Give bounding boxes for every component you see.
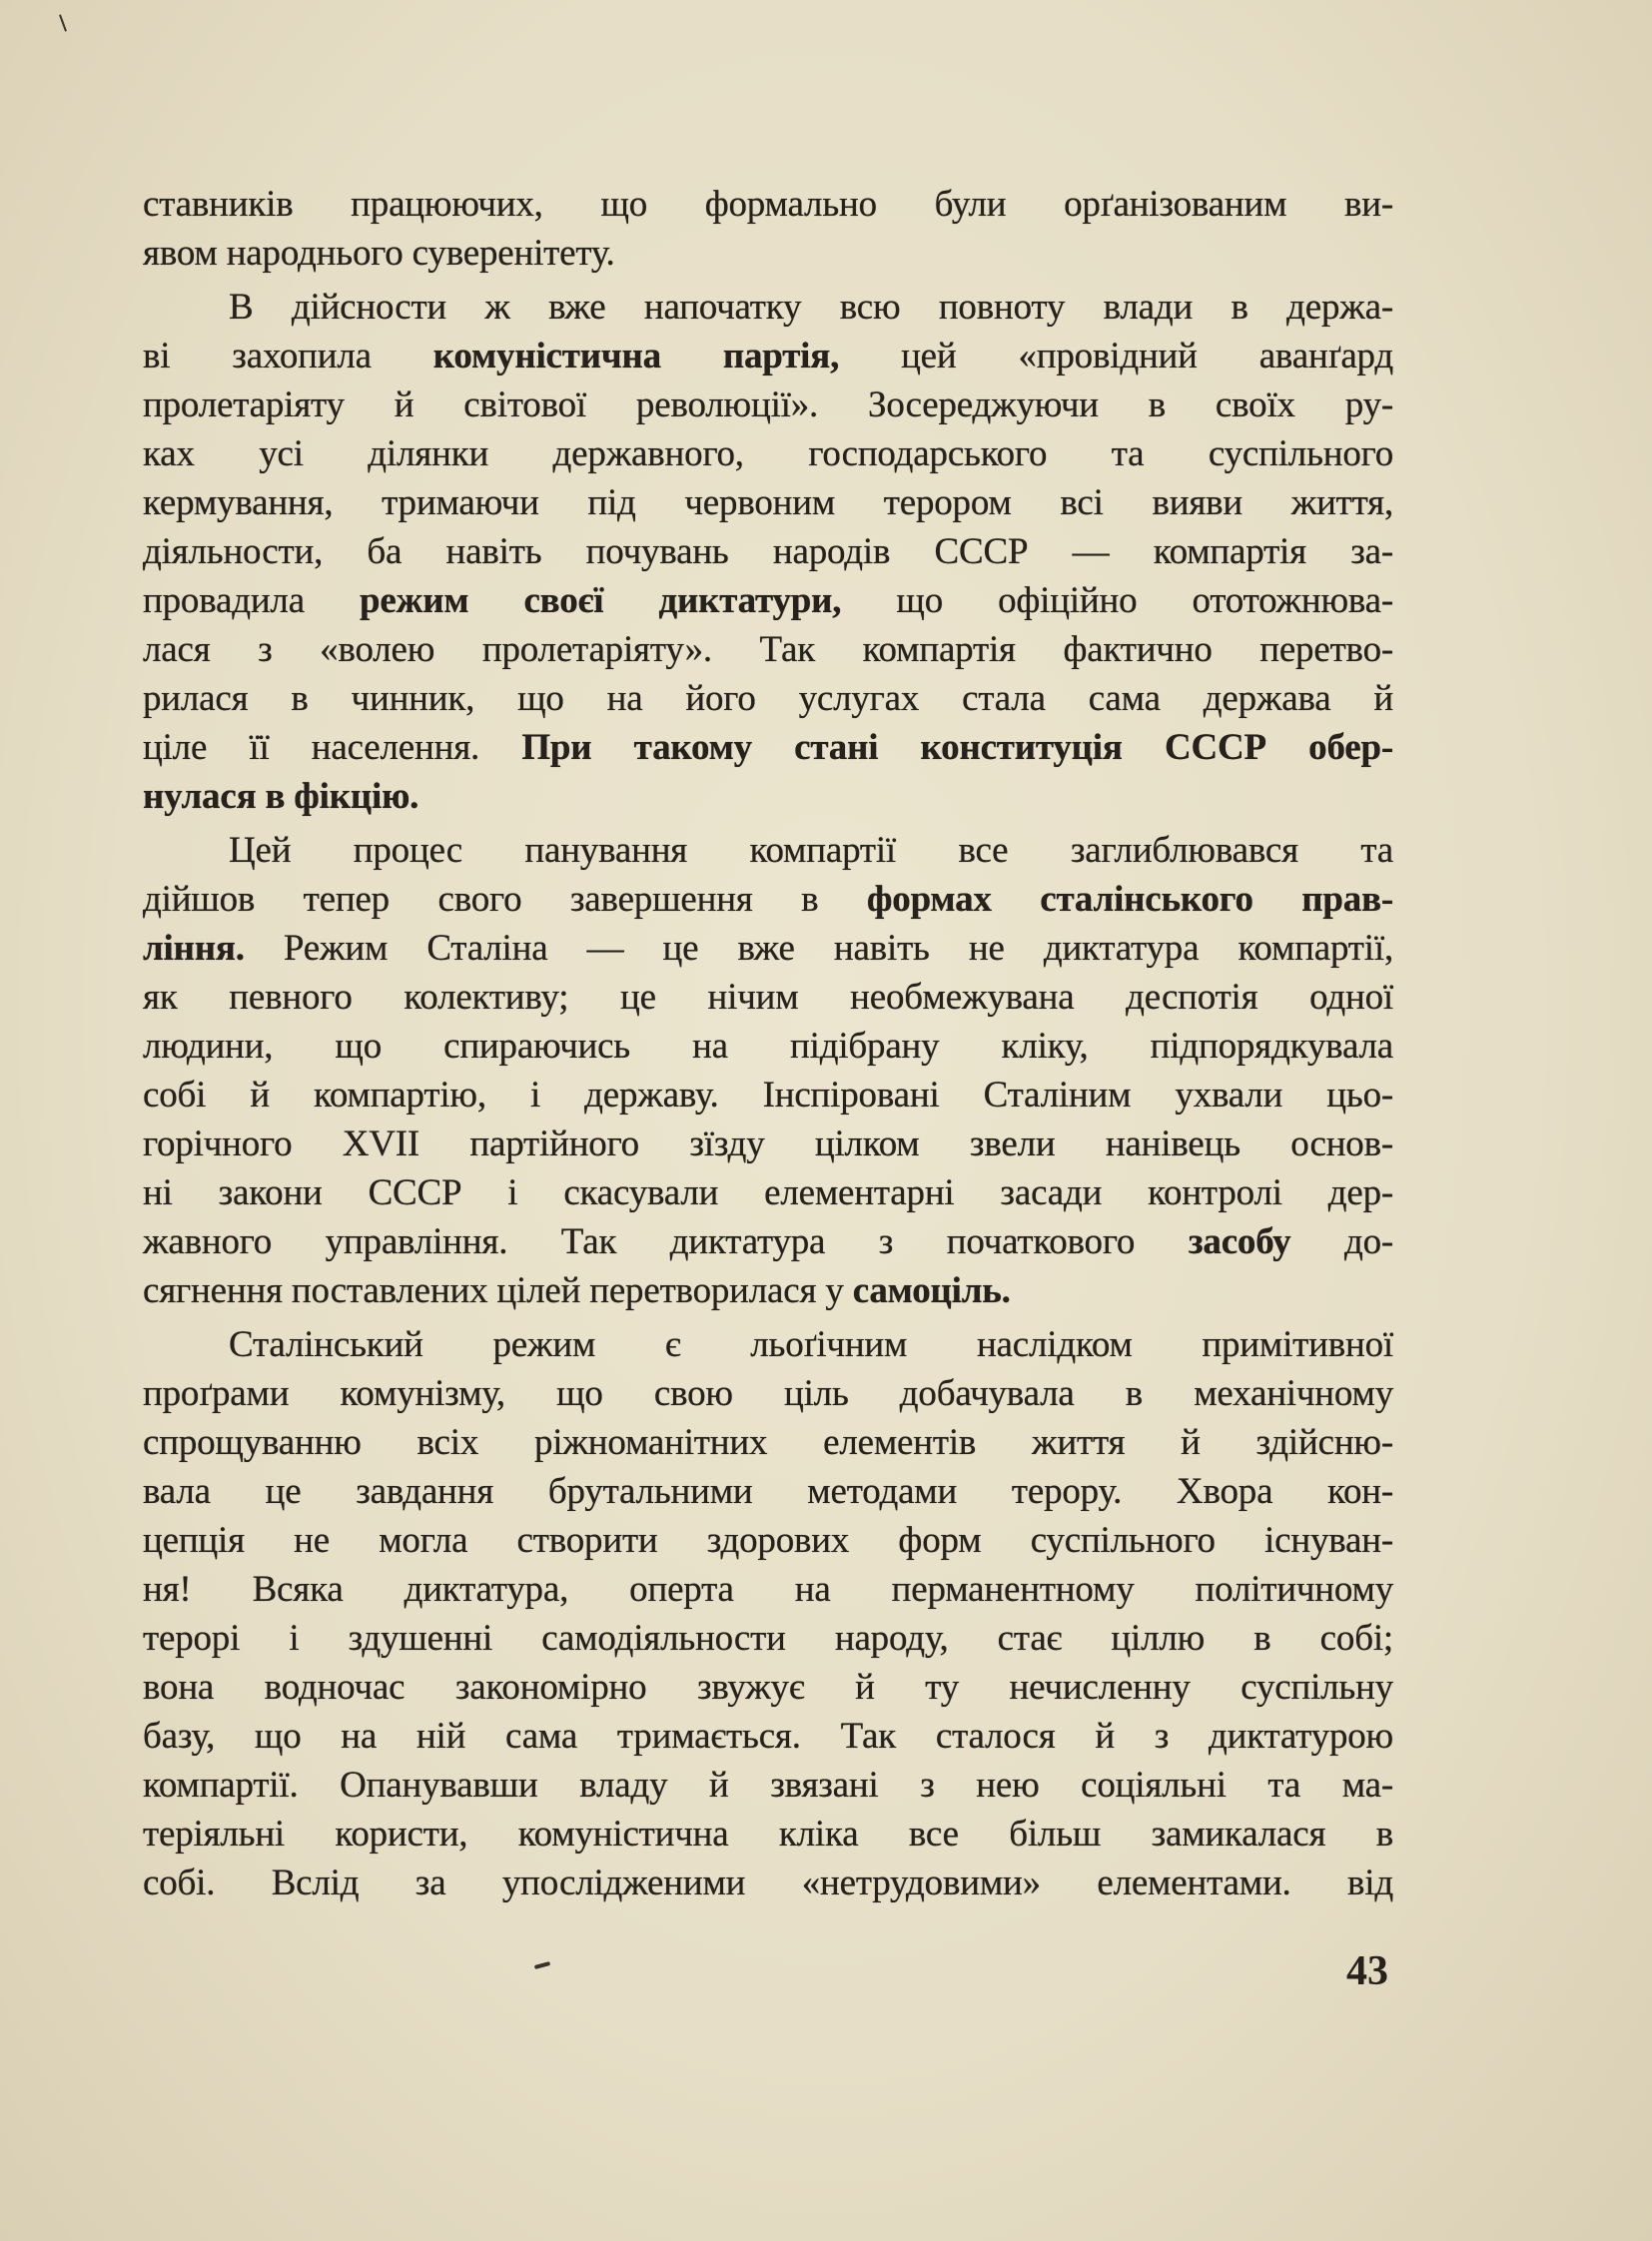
text-run: людини, що спираючись на підібрану кліку, підпорядкувала xyxy=(143,1026,1393,1067)
text-run: дійшов тепер свого завершення в xyxy=(143,879,867,920)
text-run: ня! Всяка диктатура, оперта на перманентному політичному xyxy=(143,1569,1393,1610)
text-run: компартії. Опанувавши владу й звязані з нею соціяльні та ма- xyxy=(143,1765,1393,1806)
text-run: цей «провідний аванґард xyxy=(839,336,1393,376)
text-line xyxy=(143,229,1393,278)
text-run: рилася в чинник, що на його услугах стала сама держава й xyxy=(143,678,1393,719)
text-run: явом народнього суверенітету. xyxy=(143,233,615,274)
bold-text: формах сталінського прав- xyxy=(866,879,1393,920)
paragraph-first-line xyxy=(143,826,1393,875)
text-run: ставників працюючих, що формально були орґанізованим ви- xyxy=(143,184,1393,225)
text-line xyxy=(143,180,1393,229)
text-line xyxy=(143,478,1393,527)
text-run: пролетаріяту й світової революції». Зосереджуючи в своїх ру- xyxy=(143,384,1393,425)
text-line xyxy=(143,674,1393,723)
bold-text: самоціль. xyxy=(852,1270,1011,1311)
text-line xyxy=(143,625,1393,674)
text-line xyxy=(143,527,1393,576)
text-run: базу, що на ній сама тримається. Так сталося й з диктатурою xyxy=(143,1716,1393,1757)
text-line xyxy=(143,1761,1393,1810)
text-run: ві захопила xyxy=(143,336,433,376)
bold-text: нулася в фікцію. xyxy=(143,776,419,817)
text-run: до- xyxy=(1290,1221,1393,1262)
text-run: лася з «волею пролетаріяту». Так компартія фактично перетво- xyxy=(143,629,1393,670)
text-line xyxy=(143,429,1393,478)
text-run: Режим Сталіна — це вже навіть не диктатура компартії, xyxy=(244,928,1393,969)
text-run: ках усі ділянки державного, господарського та суспільного xyxy=(143,433,1393,474)
text-line xyxy=(143,1266,1393,1315)
text-line xyxy=(143,1168,1393,1217)
text-run: проґрами комунізму, що свою ціль добачувала в механічному xyxy=(143,1373,1393,1414)
text-line xyxy=(143,380,1393,429)
body-text xyxy=(143,180,1393,1907)
text-line xyxy=(143,924,1393,973)
text-line xyxy=(143,1859,1393,1907)
text-run: вона водночас закономірно звужує й ту нечисленну суспільну xyxy=(143,1667,1393,1708)
text-run: Цей процес панування компартії все заглиблювався та xyxy=(229,830,1393,871)
text-line xyxy=(143,973,1393,1022)
bold-text: При такому стані конституція СССР обер- xyxy=(521,727,1393,768)
page-number: 43 xyxy=(1346,1948,1388,1994)
text-line xyxy=(143,1369,1393,1418)
text-line xyxy=(143,1810,1393,1859)
text-run: цепція не могла створити здорових форм суспільного існуван- xyxy=(143,1520,1393,1561)
text-line xyxy=(143,772,1393,821)
text-line xyxy=(143,1663,1393,1712)
text-run: вала це завдання брутальними методами терору. Хвора кон- xyxy=(143,1471,1393,1512)
text-run: горічного XVII партійного зїзду цілком звели нанівець основ- xyxy=(143,1123,1393,1164)
text-line xyxy=(143,1022,1393,1071)
text-line xyxy=(143,1614,1393,1663)
bold-text: режим своєї диктатури, xyxy=(360,580,842,621)
text-line xyxy=(143,1120,1393,1168)
bold-text: засобу xyxy=(1188,1221,1291,1262)
text-run: собі й компартію, і державу. Інспіровані Сталіним ухвали цьо- xyxy=(143,1075,1393,1116)
text-line xyxy=(143,576,1393,625)
print-speck xyxy=(59,14,67,32)
text-run: терорі і здушенні самодіяльности народу, стає ціллю в собі; xyxy=(143,1618,1393,1659)
text-run: собі. Вслід за упослідженими «нетрудовими» елементами. від xyxy=(143,1863,1393,1903)
text-line xyxy=(143,1467,1393,1516)
text-run: спрощуванню всіх ріжноманітних елементів життя й здійсню- xyxy=(143,1422,1393,1463)
text-line xyxy=(143,332,1393,380)
paragraph-first-line xyxy=(143,283,1393,332)
text-run: теріяльні користи, комуністична кліка все більш замикалася в xyxy=(143,1814,1393,1855)
bold-text: комуністична партія, xyxy=(432,336,840,376)
text-line xyxy=(143,1712,1393,1761)
text-run: сягнення поставлених цілей перетворилася у xyxy=(143,1270,853,1311)
text-run: В дійсности ж вже напочатку всю повноту влади в держа- xyxy=(229,287,1393,328)
text-line xyxy=(143,1565,1393,1614)
text-run: Сталінський режим є льоґічним наслідком примітивної xyxy=(229,1324,1393,1365)
text-run: жавного управління. Так диктатура з початкового xyxy=(143,1221,1189,1262)
text-run: що офіційно ототожнюва- xyxy=(841,580,1394,621)
text-line xyxy=(143,723,1393,772)
text-line xyxy=(143,1516,1393,1565)
text-run: ні закони СССР і скасували елементарні засади контролі дер- xyxy=(143,1172,1393,1213)
paragraph-first-line xyxy=(143,1320,1393,1369)
text-run: кермування, тримаючи під червоним терором всі вияви життя, xyxy=(143,482,1393,523)
text-run: ціле її населення. xyxy=(143,727,522,768)
print-speck xyxy=(534,1961,550,1969)
text-run: діяльности, ба навіть почувань народів СССР — компартія за- xyxy=(143,531,1393,572)
text-line xyxy=(143,1418,1393,1467)
text-line xyxy=(143,1217,1393,1266)
text-line xyxy=(143,875,1393,924)
bold-text: ління. xyxy=(143,928,245,969)
text-run: як певного колективу; це нічим необмежувана деспотія одної xyxy=(143,977,1393,1018)
text-run: провадила xyxy=(143,580,361,621)
text-line xyxy=(143,1071,1393,1120)
